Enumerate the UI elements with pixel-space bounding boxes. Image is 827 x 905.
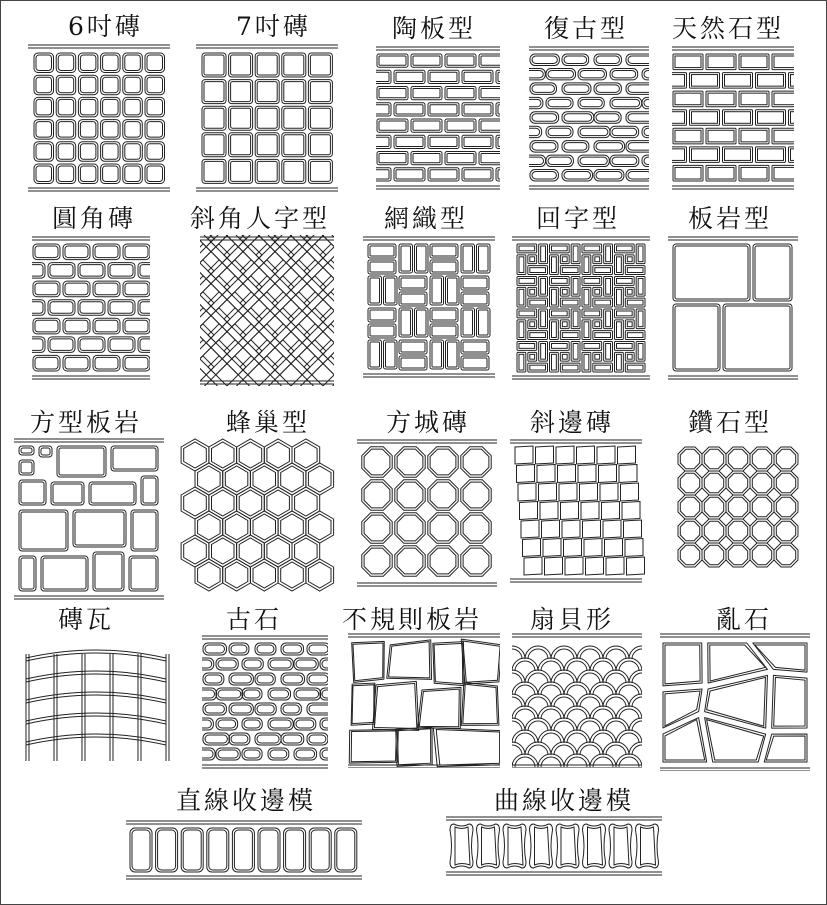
label-random-stone: 亂石 xyxy=(716,605,773,634)
label-curved-edge: 曲線收邊模 xyxy=(494,786,635,815)
label-herringbone: 斜角人字型 xyxy=(190,204,331,233)
label-castle-brick: 方城磚 xyxy=(386,408,471,437)
label-slate: 板岩型 xyxy=(688,204,773,233)
label-hui-pattern: 回字型 xyxy=(536,204,621,233)
label-ceramic-slab: 陶板型 xyxy=(392,14,477,43)
label-irregular-slate: 不規則板岩 xyxy=(342,605,483,634)
label-ancient-stone: 古石 xyxy=(226,605,283,634)
label-antique: 復古型 xyxy=(544,14,629,43)
label-slanted-brick: 斜邊磚 xyxy=(530,408,615,437)
label-fan-shell: 扇貝形 xyxy=(530,605,615,634)
label-basket-weave: 網織型 xyxy=(384,204,469,233)
label-diamond: 鑽石型 xyxy=(688,408,773,437)
label-straight-edge: 直線收邊模 xyxy=(176,786,317,815)
label-seven-inch-brick: 7吋磚 xyxy=(236,12,311,41)
label-honeycomb: 蜂巢型 xyxy=(226,408,311,437)
label-square-slate: 方型板岩 xyxy=(30,408,143,437)
label-rounded-brick: 圓角磚 xyxy=(52,204,137,233)
label-natural-stone: 天然石型 xyxy=(672,14,785,43)
label-brick-tile: 磚瓦 xyxy=(58,605,115,634)
label-six-inch-brick: 6吋磚 xyxy=(68,12,143,41)
